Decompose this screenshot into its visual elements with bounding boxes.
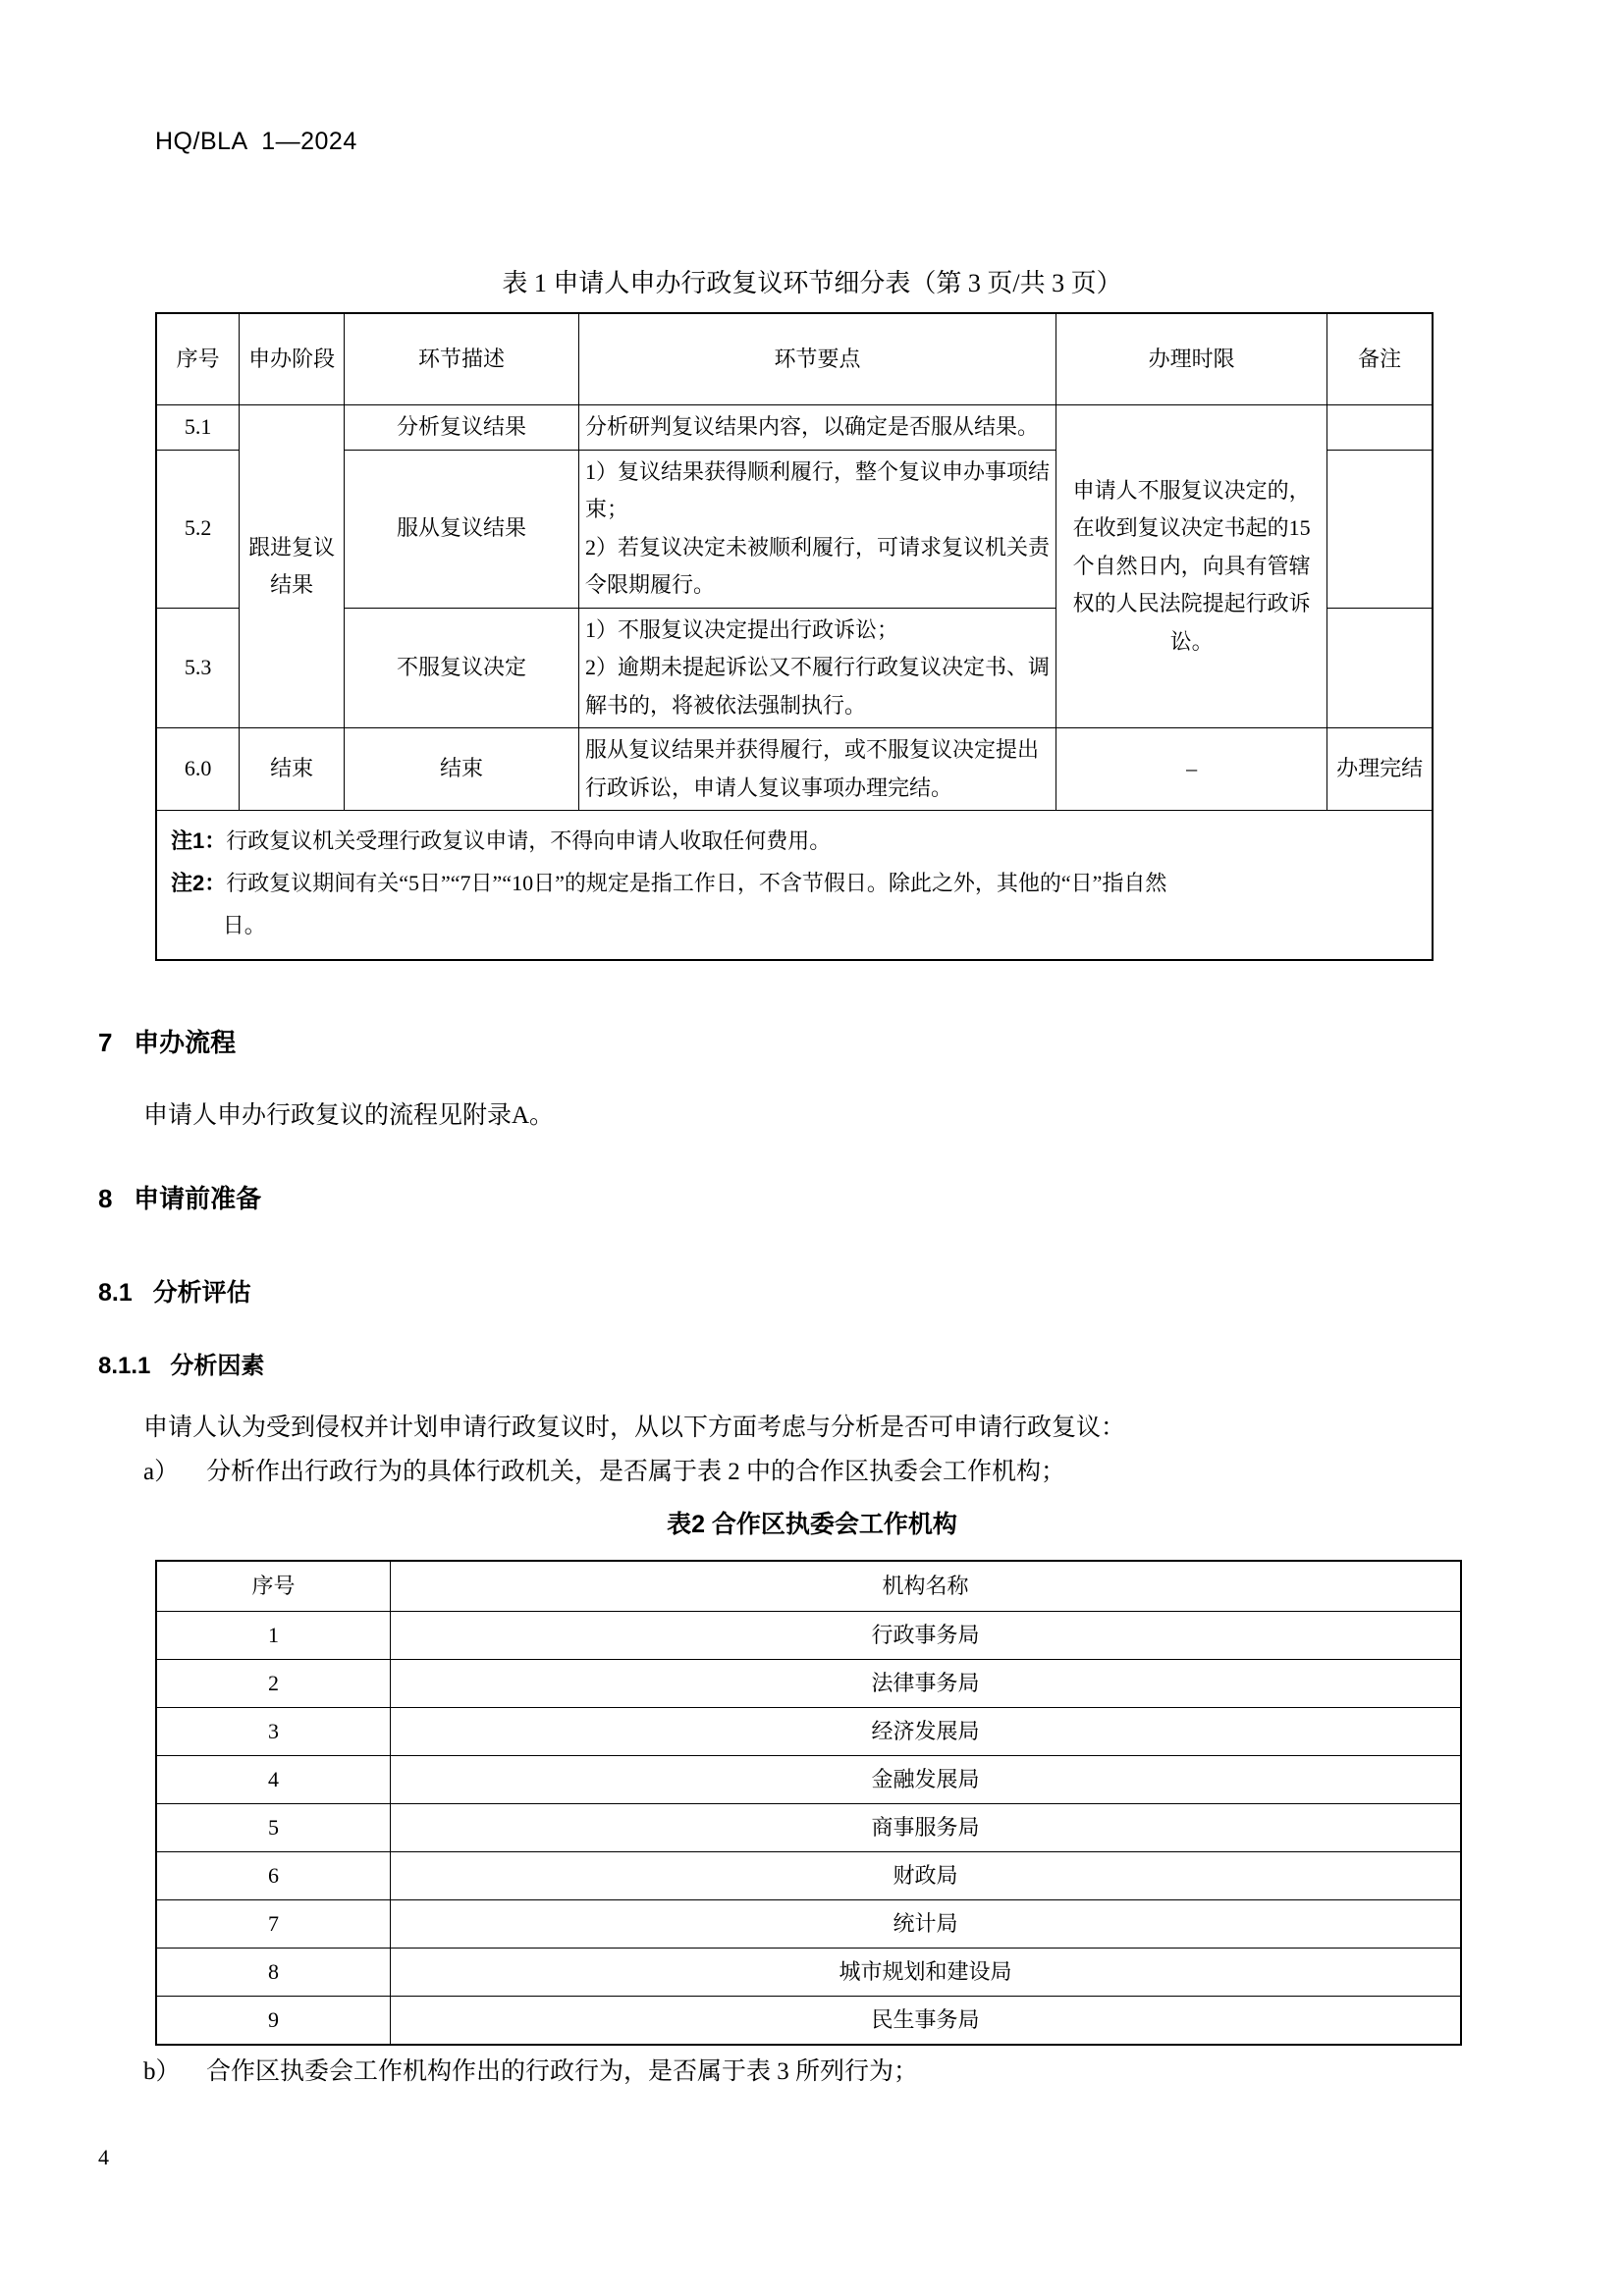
table1-row-remark: [1327, 450, 1433, 608]
table1-row-desc: 分析复议结果: [344, 405, 578, 451]
table-row: [156, 1997, 1461, 2046]
table1-row-desc: 不服复议决定: [344, 608, 578, 728]
table-row: [156, 1612, 1461, 1660]
document-header-code: HQ/BLA 1—2024: [155, 128, 357, 155]
paragraph-8-1-1-body: 申请人认为受到侵权并计划申请行政复议时，从以下方面考虑与分析是否可申请行政复议：: [143, 1415, 1126, 1441]
table1-limit-merged: 申请人不服复议决定的，在收到复议决定书起的15个自然日内，向具有管辖权的人民法院提起行政诉讼。: [1056, 405, 1327, 728]
table2-row-index: 4: [156, 1756, 391, 1804]
table2-row-name: 财政局: [391, 1852, 1462, 1900]
table2-header-index: 序号: [156, 1561, 391, 1612]
table1: [155, 312, 1434, 961]
table1-container: [155, 312, 1434, 961]
list-marker-b: b）: [143, 2058, 181, 2085]
table-row: [156, 1804, 1461, 1852]
table1-row-no: 6.0: [156, 728, 240, 811]
table1-row-remark: [1327, 405, 1433, 451]
table1-row-stage: 结束: [240, 728, 345, 811]
table1-row-limit: –: [1056, 728, 1327, 811]
table1-row-desc: 服从复议结果: [344, 450, 578, 608]
table1-header-remark: 备注: [1327, 313, 1433, 405]
table1-note-2-continued: 日。: [222, 912, 266, 937]
point-line: 分析研判复议结果内容，以确定是否服从结果。: [585, 414, 1040, 439]
table1-header-limit: 办理时限: [1056, 313, 1327, 405]
table1-row-points: [579, 728, 1056, 811]
table1-header-stage: 申办阶段: [240, 313, 345, 405]
table1-notes-row: [156, 811, 1433, 960]
table2-row-name: 统计局: [391, 1900, 1462, 1949]
note-text: 行政复议机关受理行政复议申请，不得向申请人收取任何费用。: [226, 828, 832, 853]
table1-header-row: [156, 313, 1433, 405]
list-item: [98, 2052, 918, 2087]
table1-row-no: 5.2: [156, 450, 240, 608]
table2-row-index: 2: [156, 1660, 391, 1708]
table1-header-no: 序号: [156, 313, 240, 405]
table2-caption: [0, 1505, 1624, 1540]
table-row: [156, 1949, 1461, 1997]
table-row: [156, 405, 1433, 451]
table1-row-points: [579, 450, 1056, 608]
table1-row-remark: [1327, 608, 1433, 728]
table1-row-points: [579, 608, 1056, 728]
heading-8: 8 申请前准备: [98, 1184, 262, 1213]
table2-row-name: 商事服务局: [391, 1804, 1462, 1852]
table1-note-1: [171, 821, 1418, 863]
list-text-b: 合作区执委会工作机构作出的行政行为，是否属于表 3 所列行为；: [206, 2058, 919, 2085]
table1-row-remark: 办理完结: [1327, 728, 1433, 811]
point-line: 服从复议结果并获得履行，或不服复议决定提出行政诉讼，申请人复议事项办理完结。: [585, 737, 1040, 800]
table-row: [156, 1756, 1461, 1804]
heading-8-1-1: 8.1.1 分析因素: [98, 1353, 265, 1379]
heading-8-1: 8.1 分析评估: [98, 1279, 251, 1307]
table-row: [156, 1852, 1461, 1900]
table2-row-name: 金融发展局: [391, 1756, 1462, 1804]
point-line: 1）复议结果获得顺利履行，整个复议申办事项结束；: [585, 458, 1051, 521]
table2-row-index: 8: [156, 1949, 391, 1997]
list-marker-a: a）: [143, 1459, 180, 1485]
table1-row-points: [579, 405, 1056, 451]
note-label: 注2：: [171, 870, 227, 895]
heading-7: 7 申办流程: [98, 1028, 237, 1057]
list-text-a: 分析作出行政行为的具体行政机关，是否属于表 2 中的合作区执委会工作机构；: [206, 1459, 1066, 1485]
note-text: 行政复议期间有关“5日”“7日”“10日”的规定是指工作日，不含节假日。除此之外，其他的“日”指自然: [226, 870, 1167, 895]
table2-row-index: 6: [156, 1852, 391, 1900]
table1-header-points: 环节要点: [579, 313, 1056, 405]
table2-row-name: 城市规划和建设局: [391, 1949, 1462, 1997]
table1-row-no: 5.1: [156, 405, 240, 451]
table2-row-index: 3: [156, 1708, 391, 1756]
table-row: [156, 1900, 1461, 1949]
table2-row-name: 法律事务局: [391, 1660, 1462, 1708]
table2-row-name: 民生事务局: [391, 1997, 1462, 2046]
note-label: 注1：: [171, 828, 227, 853]
table2-row-index: 9: [156, 1997, 391, 2046]
table2: [155, 1560, 1462, 2046]
table-row: [156, 728, 1433, 811]
table2-container: [155, 1560, 1434, 2046]
table2-row-index: 1: [156, 1612, 391, 1660]
table1-caption-text: 表 1 申请人申办行政复议环节细分表（第 3 页/共 3 页）: [502, 269, 1122, 297]
point-line: 1）不服复议决定提出行政诉讼；: [585, 616, 899, 642]
table1-note-2: [171, 863, 1418, 905]
table2-caption-text: 表2 合作区执委会工作机构: [667, 1511, 957, 1538]
table2-header-name: 机构名称: [391, 1561, 1462, 1612]
table1-row-desc: 结束: [344, 728, 578, 811]
table1-stage-merged: 跟进复议结果: [240, 405, 345, 728]
table1-notes: [156, 811, 1433, 960]
table1-row-no: 5.3: [156, 608, 240, 728]
table-row: [156, 1660, 1461, 1708]
table2-row-index: 7: [156, 1900, 391, 1949]
page-number: 4: [98, 2145, 109, 2169]
list-item: [98, 1452, 1065, 1487]
table1-caption: [0, 263, 1624, 299]
table2-header-row: [156, 1561, 1461, 1612]
point-line: 2）逾期未提起诉讼又不履行行政复议决定书、调解书的，将被依法强制执行。: [585, 655, 1051, 718]
table2-row-name: 行政事务局: [391, 1612, 1462, 1660]
table1-header-desc: 环节描述: [344, 313, 578, 405]
point-line: 2）若复议决定未被顺利履行，可请求复议机关责令限期履行。: [585, 534, 1051, 597]
table2-row-name: 经济发展局: [391, 1708, 1462, 1756]
table-row: [156, 1708, 1461, 1756]
table2-row-index: 5: [156, 1804, 391, 1852]
paragraph-7-body: 申请人申办行政复议的流程见附录A。: [143, 1102, 555, 1129]
